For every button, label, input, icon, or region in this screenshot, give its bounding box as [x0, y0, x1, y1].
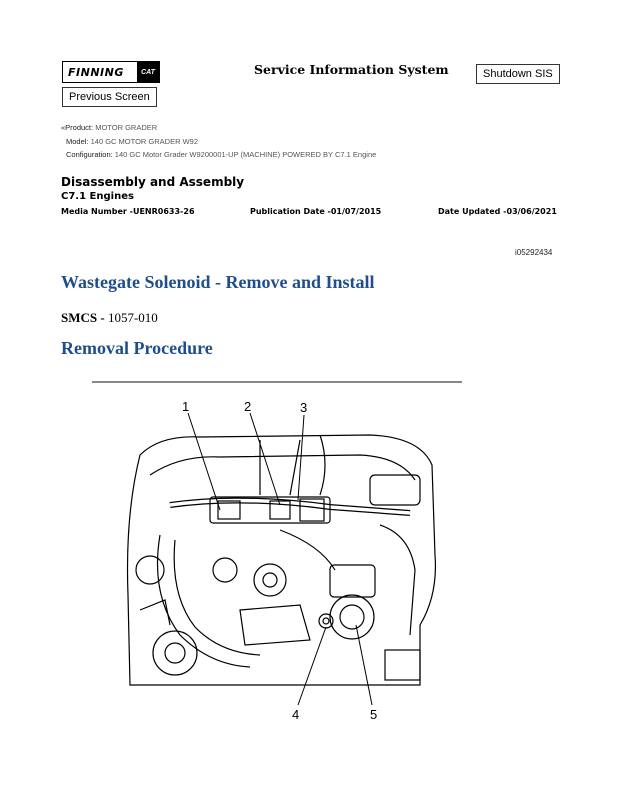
document-title: Disassembly and Assembly [61, 175, 245, 189]
media-number: Media Number -UENR0633-26 [61, 207, 195, 216]
model-value: 140 GC MOTOR GRADER W92 [90, 137, 198, 146]
previous-screen-button[interactable]: Previous Screen [62, 87, 157, 107]
smcs-line [61, 310, 158, 326]
cat-badge: CAT [137, 62, 159, 82]
procedure-title: Removal Procedure [61, 338, 213, 358]
callout-1: 1 [182, 399, 190, 414]
config-label: Configuration: [66, 150, 113, 159]
system-title: Service Information System [254, 62, 449, 77]
product-label: Product: [65, 123, 94, 132]
section-title: Wastegate Solenoid - Remove and Install [61, 272, 375, 292]
model-label: Model: [66, 137, 89, 146]
callout-3: 3 [300, 400, 308, 415]
callout-4: 4 [292, 707, 300, 722]
image-id: i05292434 [515, 248, 553, 257]
product-value: MOTOR GRADER [95, 123, 158, 132]
logo-text: FINNING [68, 65, 124, 79]
smcs-label: SMCS - [61, 310, 105, 325]
section-divider [92, 381, 462, 383]
model-line [66, 137, 198, 146]
config-value: 140 GC Motor Grader W9200001-UP (MACHINE) POWERED BY C7.1 Engine [114, 150, 377, 159]
smcs-value: 1057-010 [107, 310, 158, 325]
callout-2: 2 [244, 399, 252, 414]
publication-date: Publication Date -01/07/2015 [250, 207, 382, 216]
shutdown-sis-button[interactable]: Shutdown SIS [476, 64, 560, 84]
engine-illustration [120, 395, 450, 725]
date-updated: Date Updated -03/06/2021 [438, 207, 557, 216]
back-chevron-icon[interactable]: « [61, 123, 66, 132]
document-subtitle: C7.1 Engines [61, 191, 134, 202]
callout-5: 5 [370, 707, 378, 722]
product-line [61, 123, 157, 132]
configuration-line [66, 150, 376, 159]
finning-cat-logo [62, 61, 160, 83]
